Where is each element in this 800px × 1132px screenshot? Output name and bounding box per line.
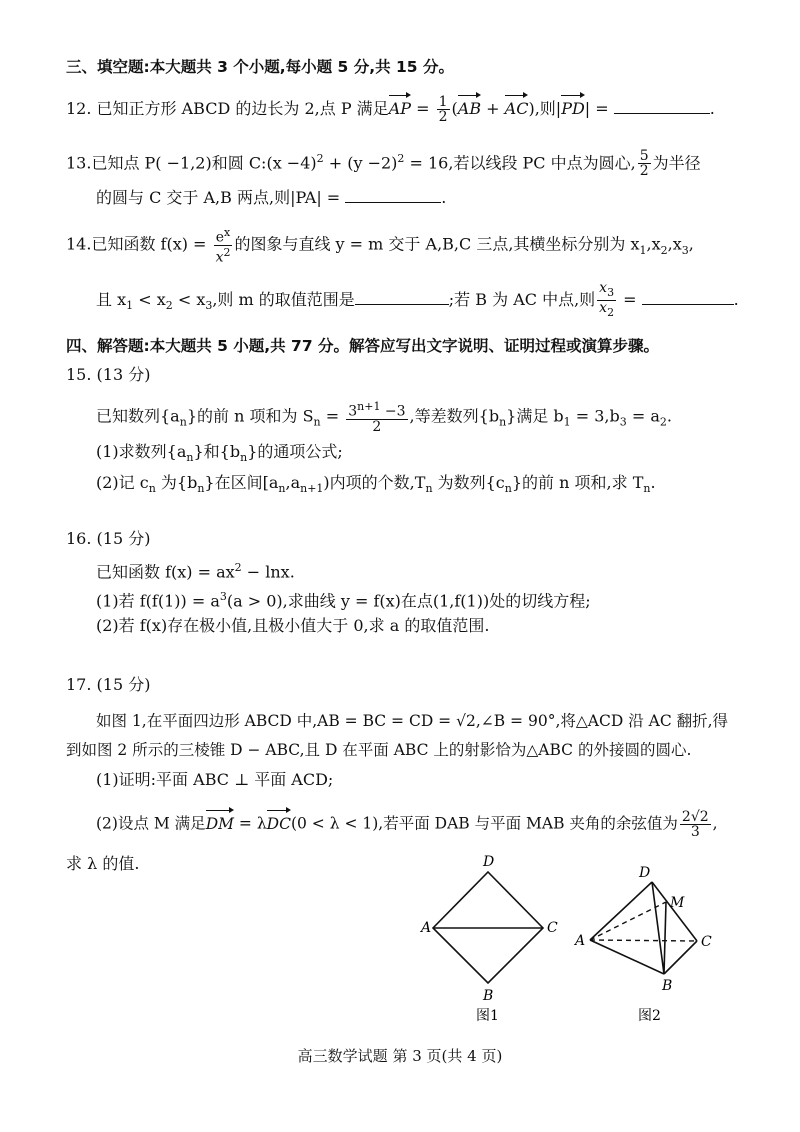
q15-sub-e: 1 bbox=[563, 415, 571, 429]
q16-part-2: (2)若 f(x)存在极小值,且极小值大于 0,求 a 的取值范围. bbox=[96, 616, 490, 635]
q12-frac-den: 2 bbox=[438, 109, 448, 125]
q15-p2-g: }的前 n 项和,求 T bbox=[511, 473, 644, 492]
q15-text-c: = bbox=[320, 406, 345, 426]
fig2-edge-bc bbox=[664, 941, 697, 974]
q15-p2-sub-5: n bbox=[425, 482, 433, 496]
q12-paren-close: ),则| bbox=[528, 99, 562, 118]
q15-frac-num-sup: n+1 bbox=[357, 400, 381, 413]
q14-ratio-num-sub: 3 bbox=[607, 285, 615, 299]
q15-sub-d: n bbox=[499, 415, 507, 429]
q13-sup-a: 2 bbox=[316, 152, 324, 165]
q17-frac-den: 3 bbox=[690, 824, 700, 840]
q14-l2-sub-1: 1 bbox=[126, 298, 134, 312]
q17-part-1: (1)证明:平面 ABC ⊥ 平面 ACD; bbox=[96, 770, 334, 789]
q14-line2-a: 且 x bbox=[96, 289, 127, 309]
fig1-caption: 图1 bbox=[476, 1008, 499, 1024]
q17-vector-dm: DM bbox=[206, 812, 234, 836]
q15-text-e: }满足 b bbox=[506, 406, 564, 426]
fig2-edge-ac-hidden bbox=[590, 940, 697, 941]
q14-frac-den-sup: 2 bbox=[223, 245, 231, 259]
q14-ratio-num-base: x bbox=[599, 280, 608, 296]
q14-sub-2: 2 bbox=[660, 243, 668, 257]
fig1-label-d: D bbox=[483, 854, 495, 870]
q13-number: 13. bbox=[66, 153, 92, 173]
page-footer: 高三数学试题 第 3 页(共 4 页) bbox=[297, 1047, 503, 1065]
q14-frac-num-sup: x bbox=[224, 226, 231, 239]
q14-sub-3: 3 bbox=[681, 243, 689, 257]
q17-line-2: 到如图 2 所示的三棱锥 D − ABC,且 D 在平面 ABC 上的射影恰为△ABC 的外接圆的圆心. bbox=[66, 741, 692, 759]
fig1-label-b: B bbox=[483, 988, 494, 1004]
q15-p2-d: ,a bbox=[285, 473, 301, 492]
fig2-edge-da bbox=[590, 882, 652, 940]
q17-p2-c: (0 < λ < 1),若平面 DAB 与平面 MAB 夹角的余弦值为 bbox=[290, 814, 678, 833]
q15-p2-sub-7: n bbox=[643, 482, 651, 496]
q13-text-c: = 16,若以线段 PC 中点为圆心, bbox=[404, 153, 636, 173]
q14-l2-sub-3: 3 bbox=[205, 298, 213, 312]
q15-header: 15. (13 分) bbox=[66, 365, 151, 384]
q13-sup-b: 2 bbox=[397, 152, 405, 165]
fig2-label-a: A bbox=[575, 933, 586, 949]
q14-text-b: 的图象与直线 y = m 交于 A,B,C 三点,其横坐标分别为 x bbox=[234, 234, 640, 254]
q15-p2-a: (2)记 c bbox=[96, 473, 149, 492]
q14-l2-sub-2: 2 bbox=[165, 298, 173, 312]
q15-sub-g: 2 bbox=[659, 415, 667, 429]
q14-line2-f: = bbox=[618, 289, 642, 309]
fig2-label-c: C bbox=[701, 934, 712, 950]
q17-header: 17. (15 分) bbox=[66, 675, 151, 694]
q15-text-b: }的前 n 项和为 S bbox=[186, 406, 314, 426]
q14-text-a: 已知函数 f(x) = bbox=[91, 234, 212, 254]
fig1-label-a: A bbox=[421, 920, 432, 936]
q13-text-a: 已知点 P( −1,2)和圆 C:(x −4) bbox=[91, 153, 317, 173]
q15-p2-c: }在区间[a bbox=[204, 473, 279, 492]
section-3-heading: 三、填空题:本大题共 3 个小题,每小题 5 分,共 15 分。 bbox=[66, 58, 454, 76]
q15-sub-a: n bbox=[179, 415, 187, 429]
q15-p1-c: }的通项公式; bbox=[247, 442, 343, 461]
fig2-label-b: B bbox=[662, 978, 673, 994]
q14-line2-e: ;若 B 为 AC 中点,则 bbox=[448, 289, 596, 309]
q13-line2-b: . bbox=[441, 188, 447, 207]
fig1-label-c: C bbox=[547, 920, 558, 936]
q14-line2-g: . bbox=[733, 289, 739, 309]
q14-ratio-den-sub: 2 bbox=[607, 305, 615, 319]
q14-frac-num-base: e bbox=[215, 229, 225, 246]
fig2-label-m: M bbox=[670, 895, 685, 911]
q14-line2-b: < x bbox=[133, 289, 166, 309]
section-4-heading: 四、解答题:本大题共 5 小题,共 77 分。解答应写出文字说明、证明过程或演算步骤。 bbox=[66, 337, 660, 355]
q12-vector-pd: PD bbox=[561, 97, 585, 121]
q14-text-d: ,x bbox=[667, 234, 682, 254]
q15-frac-num-a: 3 bbox=[348, 403, 358, 420]
q15-p1-sub-1: n bbox=[186, 451, 194, 465]
q13-text-b: + (y −2) bbox=[323, 153, 398, 173]
q15-frac-num-b: −3 bbox=[380, 403, 406, 420]
q15-p2-sub-3: n bbox=[278, 482, 286, 496]
q13-line2-a: 的圆与 C 交于 A,B 两点,则|PA| = bbox=[96, 188, 346, 207]
q15-p1-sub-2: n bbox=[240, 451, 248, 465]
q14-number: 14. bbox=[66, 234, 92, 254]
q12-text-a: 已知正方形 ABCD 的边长为 2,点 P 满足 bbox=[91, 99, 389, 118]
q12-vector-ac: AC bbox=[505, 97, 529, 121]
q16-sup: 2 bbox=[234, 561, 242, 574]
q12-frac-num: 1 bbox=[438, 94, 448, 110]
q15-p2-sub-1: n bbox=[148, 482, 156, 496]
fig2-edge-am-hidden bbox=[590, 902, 666, 940]
fig2-edge-bm bbox=[664, 902, 666, 974]
fig2-edge-ab bbox=[590, 940, 664, 974]
q14-text-c: ,x bbox=[646, 234, 661, 254]
q15-p2-e: )内项的个数,T bbox=[323, 473, 426, 492]
q12-tail-b: . bbox=[709, 99, 715, 118]
q12-paren-open: ( bbox=[451, 99, 458, 118]
q12-vector-ap: AP bbox=[389, 97, 411, 121]
q14-line2-d: ,则 m 的取值范围是 bbox=[212, 289, 355, 309]
q15-sub-b: n bbox=[313, 415, 321, 429]
q17-p2-d: , bbox=[712, 814, 718, 833]
q12-number: 12. bbox=[66, 99, 92, 118]
q15-text-g: = a bbox=[626, 406, 660, 426]
q15-p2-b: 为{b bbox=[155, 473, 198, 492]
q15-p1-b: }和{b bbox=[193, 442, 241, 461]
q14-sub-1: 1 bbox=[639, 243, 647, 257]
q16-p1-sup: 3 bbox=[219, 590, 227, 603]
q17-line-1: 如图 1,在平面四边形 ABCD 中,AB = BC = CD = √2,∠B = 90°,将△ACD 沿 AC 翻折,得 bbox=[96, 712, 729, 730]
fig2-caption: 图2 bbox=[638, 1008, 661, 1024]
q17-p2-a: (2)设点 M 满足 bbox=[96, 814, 206, 833]
q13-frac-den: 2 bbox=[639, 163, 649, 180]
q15-text-d: ,等差数列{b bbox=[409, 406, 500, 426]
q13-text-d: 为半径 bbox=[652, 153, 701, 173]
q17-vector-dc: DC bbox=[267, 812, 291, 836]
q15-p2-sub-6: n bbox=[504, 482, 512, 496]
q17-frac-num: 2√2 bbox=[681, 809, 709, 825]
q14-line2-c: < x bbox=[172, 289, 206, 309]
q16-text-a: 已知函数 f(x) = ax bbox=[96, 562, 235, 582]
q16-p1-a: (1)若 f(f(1)) = a bbox=[96, 591, 220, 611]
q16-text-b: − lnx. bbox=[241, 562, 295, 582]
q15-sub-f: 3 bbox=[619, 415, 627, 429]
q15-text-f: = 3,b bbox=[570, 406, 620, 426]
q12-plus: + bbox=[481, 99, 505, 118]
q15-frac-den: 2 bbox=[372, 418, 382, 435]
q13-frac-num: 5 bbox=[639, 148, 649, 165]
q12-eq: = bbox=[411, 99, 435, 118]
q15-p2-sub-4: n+1 bbox=[300, 482, 324, 496]
q14-text-e: , bbox=[688, 234, 694, 254]
fig2-label-d: D bbox=[639, 865, 651, 881]
q16-header: 16. (15 分) bbox=[66, 529, 151, 548]
q17-last-line: 求 λ 的值. bbox=[66, 854, 140, 873]
q14-ratio-den-base: x bbox=[599, 299, 608, 316]
q15-p2-sub-2: n bbox=[197, 482, 205, 496]
q15-p2-f: 为数列{c bbox=[432, 473, 505, 492]
q15-p1-a: (1)求数列{a bbox=[96, 442, 187, 461]
q15-text-h: . bbox=[666, 406, 672, 426]
q12-tail-a: | = bbox=[584, 99, 614, 118]
q14-frac-den-base: x bbox=[215, 249, 224, 266]
q15-p2-h: . bbox=[650, 473, 656, 492]
q16-p1-b: (a > 0),求曲线 y = f(x)在点(1,f(1))处的切线方程; bbox=[226, 591, 591, 611]
q15-text-a: 已知数列{a bbox=[96, 406, 180, 426]
q12-vector-ab: AB bbox=[458, 97, 481, 121]
q17-p2-b: = λ bbox=[234, 814, 267, 833]
